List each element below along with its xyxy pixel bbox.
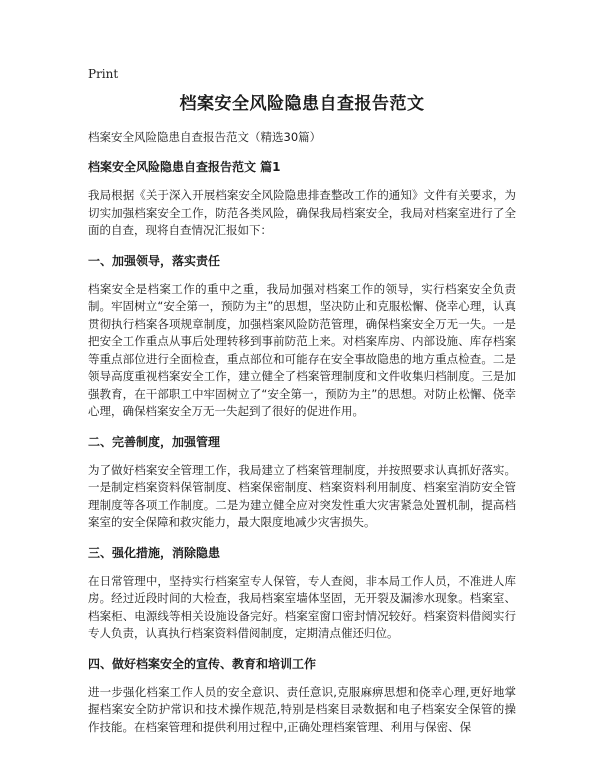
paragraph-measures: 在日常管理中，坚持实行档案室专人保管，专人查阅，非本局工作人员，不准进人库房。经过近段时间的大检查，我局档案室墙体坚固，无开裂及漏渗水现象。档案室、档案柜、电源线等相关设施设备完好。档案室窗口密封情况较好。档案资料借阅实行专人负责，认真执行档案资料借阅制度，定期清点催还归位。 (88, 573, 516, 640)
heading-system: 二、完善制度，加强管理 (88, 434, 221, 449)
print-link[interactable]: Print (88, 67, 119, 81)
intro-paragraph: 我局根据《关于深入开展档案安全风险隐患排查整改工作的通知》文件有关要求，为切实加强档案安全工作，防范各类风险，确保我局档案安全，我局对档案室进行了全面的自查，现将自查情况汇报如下： (88, 188, 516, 237)
section-title: 档案安全风险隐患自查报告范文 篇1 (88, 160, 281, 174)
heading-measures: 三、强化措施，消除隐患 (88, 545, 221, 560)
document-title: 档案安全风险隐患自查报告范文 (179, 94, 425, 114)
paragraph-system: 为了做好档案安全管理工作，我局建立了档案管理制度，并按照要求认真抓好落实。一是制定档案资料保管制度、档案保密制度、档案资料利用制度、档案室消防安全管理制度等各项工作制度。二是为建立健全应对突发性重大灾害紧急处置机制，提高档案室的安全保障和救灾能力，最大限度地减少灾害损失。 (88, 462, 516, 529)
heading-training: 四、做好档案安全的宣传、教育和培训工作 (88, 656, 317, 671)
paragraph-leadership: 档案安全是档案工作的重中之重，我局加强对档案工作的领导，实行档案安全负责制。牢固树立“安全第一，预防为主”的思想，坚决防止和克服松懈、侥幸心理，认真贯彻执行档案各项规章制度，加强档案风险防范管理，确保档案安全万无一失。一是把安全工作重点从事后处理转移到事前防范上来。对档案库房、内部设施、库存档案等重点部位进行全面检查，重点部位和可能存在安全事故隐患的地方重点检查。二是领导高度重视档案安全工作，建立健全了档案管理制度和文件收集归档制度。三是加强教育，在干部职工中牢固树立了“安全第一，预防为主”的思想。对防止松懈、侥幸心理，确保档案安全万无一失起到了很好的促进作用。 (88, 281, 516, 418)
document-subtitle: 档案安全风险隐患自查报告范文（精选30篇） (88, 130, 322, 144)
heading-leadership: 一、加强领导，落实责任 (88, 253, 221, 268)
paragraph-training: 进一步强化档案工作人员的安全意识、责任意识,克服麻痹思想和侥幸心理,更好地掌握档案安全防护常识和技术操作规范,特别是档案目录数据和电子档案安全保管的操作技能。在档案管理和提供利用过程中,正确处理档案管理、利用与保密、保 (88, 684, 516, 734)
